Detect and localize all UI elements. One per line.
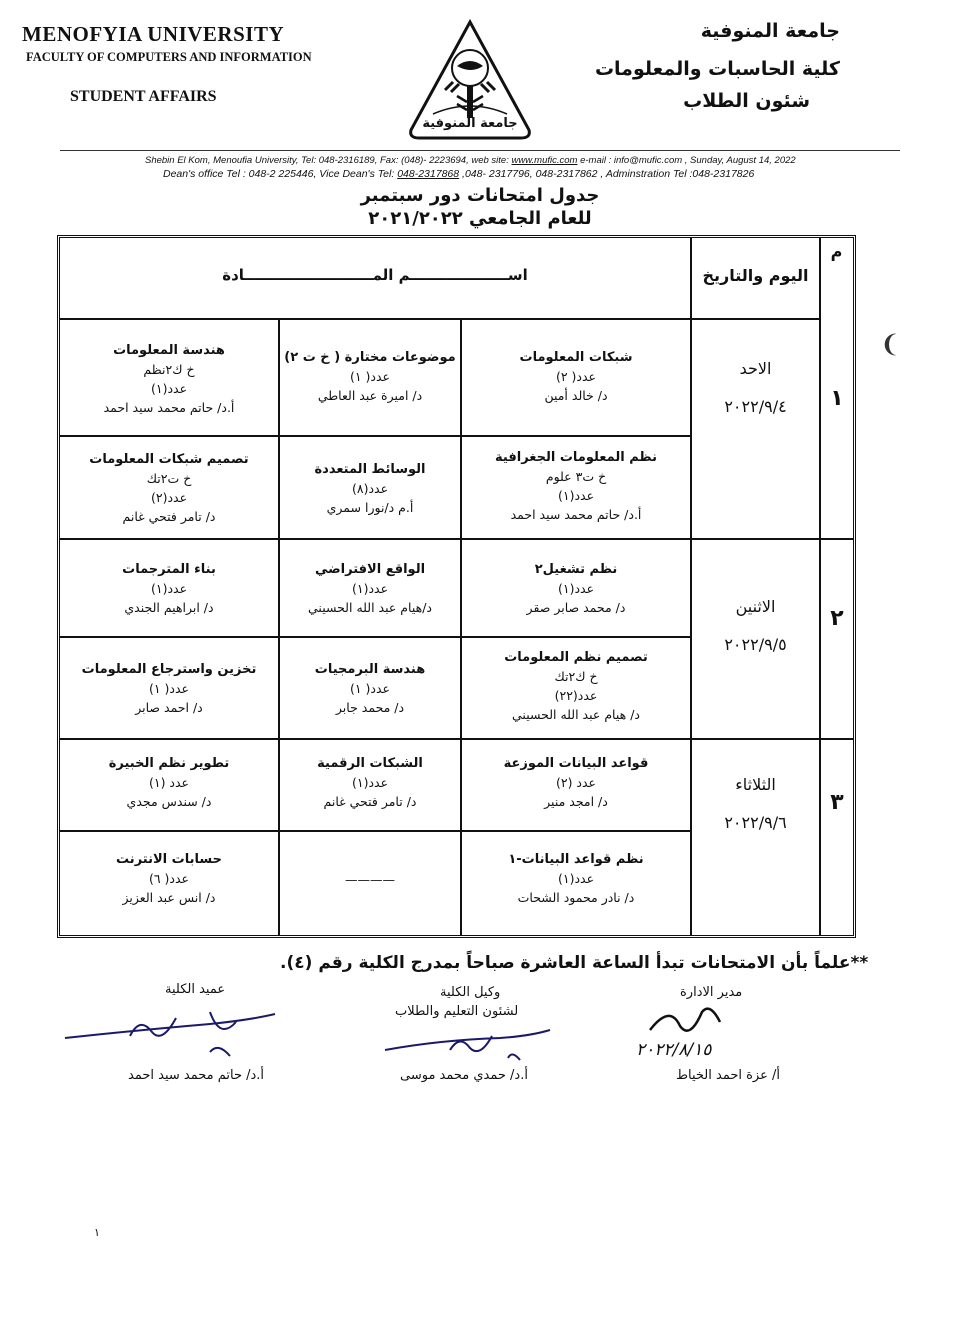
group-code: خ ت٣ علوم [545,469,607,484]
instructor: د/ امجد منير [544,794,608,809]
row-number: ٢ [830,606,844,631]
student-count: عدد (١) [148,775,190,790]
day-name: الاثنين [735,597,776,616]
student-count: عدد (٢) [555,775,597,790]
exam-cell-empty [280,870,460,889]
instructor: د/ ابراهيم الجندي [124,600,214,615]
day-name: الثلاثاء [735,775,776,794]
instructor: د/ هيام عبد الله الحسيني [512,707,640,722]
faculty-name-en: FACULTY OF COMPUTERS AND INFORMATION [26,50,312,64]
schedule-title: جدول امتحانات دور سبتمبر [360,185,600,206]
day-divider [60,538,853,540]
course-title: تخزين واسترجاع المعلومات [81,662,257,677]
student-count: عدد( ٦) [148,871,190,886]
header-row-divider [60,318,820,320]
instructor: د/ محمد جابر [335,700,405,715]
course-title: الواقع الافتراضي [314,562,426,577]
exam-schedule-table [57,235,856,938]
group-code: خ ك٢تك [554,669,598,684]
course-title: بناء المترجمات [122,562,216,577]
course-title: هندسة البرمجيات [314,662,426,677]
exam-cell [280,560,460,617]
student-count: عدد(١) [557,488,595,503]
exam-cell [280,660,460,717]
group-code: خ ت٢تك [146,471,192,486]
university-name-ar: جامعة المنوفية [700,20,840,42]
day-date [692,354,819,422]
university-logo [405,18,535,144]
student-count: عدد( ١) [349,369,391,384]
university-name-en: MENOFYIA UNIVERSITY [22,22,285,46]
day-divider [60,738,853,740]
instructor: د/ خالد أمين [544,388,608,403]
student-affairs-ar: شئون الطلاب [683,90,810,112]
student-count: عدد(٢٢) [554,688,598,703]
website-link: www.mufic.com [511,155,578,166]
course-title: موضوعات مختارة ( خ ت ٢) [284,350,456,365]
dean-name: أ.د/ حاتم محمد سيد احمد [128,1068,265,1083]
course-title: نظم المعلومات الجغرافية [495,450,657,465]
instructor: أ.م د/نورا سمري [326,500,414,515]
course-title: نظم تشغيل٢ [534,562,618,577]
course-title: تصميم نظم المعلومات [504,650,648,665]
instructor: د/ محمد صابر صقر [526,600,626,615]
col-header-num: م [830,242,843,261]
student-count: عدد(١) [150,581,188,596]
exam-cell [462,448,690,524]
student-count: عدد(١) [351,775,389,790]
group-code: خ ك٢نظم [143,362,195,377]
dean-signature [60,1000,280,1064]
course-title: الوسائط المتعددة [314,462,426,477]
course-title: قواعد البيانات الموزعة [503,756,649,771]
admin-title: مدير الادارة [680,985,743,1000]
instructor: أ.د/ حاتم محمد سيد احمد [510,507,642,522]
course-title: هندسة المعلومات [113,343,225,358]
col-header-subject: اســـــــــــــــــــم المـــــــــــــــــــــــــادة [222,266,528,284]
vice-dean-title: وكيل الكلية [440,985,501,1000]
admin-signature [630,1000,780,1044]
course-title: تطوير نظم الخبيرة [108,756,230,771]
student-count: عدد(١) [557,871,595,886]
row-divider [60,636,692,638]
margin-mark: ❨ [880,330,901,358]
col-divider-subject-1 [460,318,462,935]
vice-dean-name: أ.د/ حمدي محمد موسى [400,1068,528,1083]
row-divider [60,830,692,832]
exam-cell [462,348,690,405]
exam-cell [280,460,460,517]
row-number: ٣ [830,790,844,815]
student-count: عدد(٢) [150,490,188,505]
course-title: تصميم شبكات المعلومات [89,452,249,467]
student-count: عدد( ٢) [555,369,597,384]
address-line-2: Dean's office Tel : 048-2 225446, Vice Dean's Tel: 048-2317868 ,048- 2317796, 048-2317862 , Adminstration Tel :048-2317826 [163,168,755,180]
exam-cell [60,850,278,907]
instructor: د/هيام عبد الله الحسيني [308,600,432,615]
instructor: أ.د/ حاتم محمد سيد احمد [103,400,235,415]
exam-cell [462,850,690,907]
vice-dean-signature [380,1020,560,1074]
student-count: عدد(٨) [351,481,389,496]
admin-name: أ/ عزة احمد الخياط [676,1068,780,1083]
header-divider [60,150,900,151]
vice-dean-title-2: لشئون التعليم والطلاب [395,1004,519,1019]
exam-date: ٢٠٢٢/٩/٤ [724,397,787,416]
course-title: الشبكات الرقمية [317,756,423,771]
page-number: ١ [94,1226,100,1239]
instructor: د/ انس عبد العزيز [122,890,216,905]
day-date [692,770,819,838]
course-title: نظم قواعد البيانات-١ [508,852,644,867]
row-number: ١ [830,386,844,411]
academic-year: للعام الجامعي ٢٠٢١/٢٠٢٢ [368,208,592,229]
day-date [692,592,819,660]
logo-text: جامعة المنوفية [422,116,518,131]
exam-date: ٢٠٢٢/٩/٥ [724,635,787,654]
exam-cell [60,754,278,811]
day-name: الاحد [739,359,772,378]
exam-time-note: **علماً بأن الامتحانات تبدأ الساعة العاشرة صباحاً بمدرج الكلية رقم (٤). [280,953,869,973]
exam-cell [60,341,278,417]
instructor: د/ نادر محمود الشحات [517,890,635,905]
exam-cell [60,560,278,617]
col-header-day: اليوم والتاريخ [702,266,809,285]
exam-cell [60,660,278,717]
exam-cell [462,754,690,811]
instructor: د/ سندس مجدي [126,794,212,809]
exam-cell [60,450,278,526]
instructor: د/ تامر فتحي غانم [323,794,417,809]
faculty-name-ar: كلية الحاسبات والمعلومات [594,58,840,80]
admin-sign-date: ٢٠٢٢/٨/١٥ [636,1040,712,1060]
course-title: شبكات المعلومات [519,350,633,365]
student-count: عدد( ١) [349,681,391,696]
col-divider-num [819,238,821,935]
empty-dash: ———— [345,872,395,887]
row-divider [60,435,692,437]
exam-cell [280,348,460,405]
exam-cell [280,754,460,811]
dean-title: عميد الكلية [165,982,226,997]
student-count: عدد(١) [557,581,595,596]
col-divider-subject-2 [278,318,280,935]
student-count: عدد(١) [351,581,389,596]
student-count: عدد( ١) [148,681,190,696]
course-title: حسابات الانترنت [116,852,222,867]
instructor: د/ احمد صابر [135,700,203,715]
exam-cell [462,560,690,617]
instructor: د/ تامر فتحي غانم [122,509,216,524]
student-affairs-en: STUDENT AFFAIRS [70,88,217,105]
exam-date: ٢٠٢٢/٩/٦ [724,813,787,832]
exam-cell [462,648,690,724]
student-count: عدد(١) [150,381,188,396]
address-line-1: Shebin El Kom, Menoufia University, Tel: 048-2316189, Fax: (048)- 2223694, web site: www.mufic.com e-mail : info@mufic.com , Sunday, August 14, 2022 [145,155,796,166]
instructor: د/ اميرة عبد العاطي [317,388,423,403]
